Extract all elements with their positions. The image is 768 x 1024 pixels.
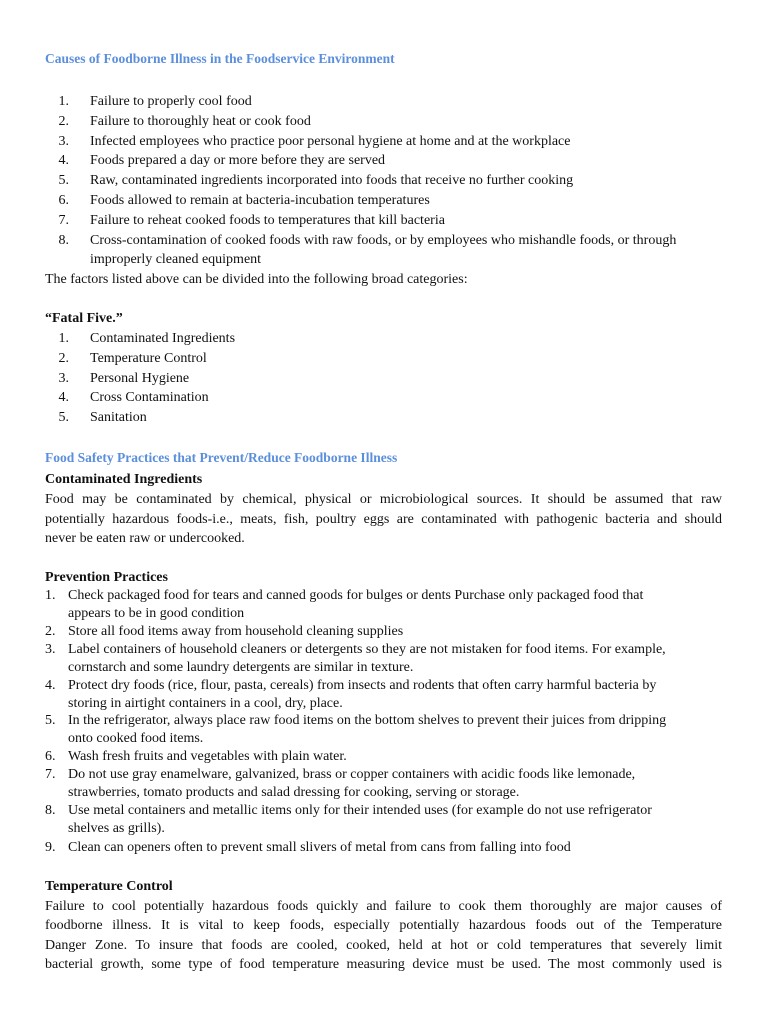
paragraph-line: Danger Zone. To insure that foods are cooled, cooked, held at hot or cold temperatures that severely limit: [45, 938, 722, 953]
paragraph-line: Food may be contaminated by chemical, physical or microbiological sources. It should be assumed that raw: [45, 492, 722, 507]
paragraph-line: foodborne illness. It is vital to keep foods, especially potentially hazardous foods out of the Temperature: [45, 918, 722, 933]
section-heading-causes: Causes of Foodborne Illness in the Foodservice Environment: [45, 51, 395, 66]
list-item-continuation: appears to be in good condition: [68, 606, 245, 621]
contaminated-ingredients-title: Contaminated Ingredients: [45, 472, 203, 487]
factors-paragraph: The factors listed above can be divided into the following broad categories:: [45, 272, 468, 287]
paragraph-line: potentially hazardous foods-i.e., meats, fish, poultry eggs are contaminated with pathogenic bacteria and should: [45, 512, 722, 527]
fatal-five-title: “Fatal Five.”: [45, 311, 123, 326]
list-item-continuation: strawberries, tomato products and salad dressing for cooking, serving or storage.: [68, 785, 520, 800]
list-item-continuation: improperly cleaned equipment: [90, 252, 262, 267]
document-page: Causes of Foodborne Illness in the Foodservice Environment 1. Failure to properly cool food 2. Failure to thoroughly heat or cook food 3. Infected employees who practice poor personal hygiene at home and at the workplace 4. Foods prepared a day or more before they are served 5. Raw, contaminated ingredients incorporated into foods that receive no further cooking 6. Foods allowed to remain at bacteria-incubation temperatures 7. Failure to reheat cooked foods to temperatures that kill bacteria 8. Cross-contamination of cooked foods with raw foods, or by employees who mishandle foods, or through improperly cleaned equipment The factors listed above can be divided into the following broad categories: “Fatal Five.” 1. Contaminated Ingredients 2. Temperature Control 3. Personal Hygiene 4. Cross Contamination 5. Sanitation Food Safety Practices that Prevent/Reduce Foodborne Illness Contaminated Ingredients Food may be contaminated by chemical, physical or microbiological sources. It should be assumed that raw potentially hazardous foods-i.e., meats, fish, poultry eggs are contaminated with pathogenic bacteria and should never be eaten raw or undercooked. Prevention Practices 1. Check packaged food for tears and canned goods for bulges or dents Purchase only packaged food that appears to be in good condition 2. Store all food items away from household cleaning supplies 3. Label containers of household cleaners or detergents so they are not mistaken for food items. For example, cornstarch and some laundry detergents are similar in texture. 4. Protect dry foods (rice, flour, pasta, cereals) from insects and rodents that often carry harmful bacteria by storing in airtight containers in a cool, dry, place. 5. In the refrigerator, always place raw food items on the bottom shelves to prevent their juices from dripping onto cooked food items. 6. Wash fresh fruits and vegetables with plain water. 7. Do not use gray enamelware, galvanized, brass or copper containers with acidic foods like lemonade, strawberries, tomato products and salad dressing for cooking, serving or storage. 8. Use metal containers and metallic items only for their intended uses (for example do not use refrigerator shelves as grills). 9. Clean can openers often to prevent small slivers of metal from cans from falling into food Temperature Control Failure to cool potentially hazardous foods quickly and failure to cook them thoroughly are major causes of foodborne illness. It is vital to keep foods, especially potentially hazardous foods out of the Temperature Danger Zone. To insure that foods are cooled, cooked, held at hot or cold temperatures that severely limit bacterial growth, some type of food temperature measuring device must be used. The most commonly used is: [45, 51, 722, 972]
list-item-continuation: storing in airtight containers in a cool, dry, place.: [68, 696, 343, 711]
list-item-continuation: cornstarch and some laundry detergents are similar in texture.: [68, 660, 414, 675]
paragraph-line: never be eaten raw or undercooked.: [45, 531, 245, 546]
prevention-practices-title: Prevention Practices: [45, 570, 168, 585]
paragraph-line: Failure to cool potentially hazardous foods quickly and failure to cook them thoroughly are major causes of: [45, 899, 722, 914]
temperature-control-title: Temperature Control: [45, 879, 173, 894]
paragraph-line: bacterial growth, some type of food temperature measuring device must be used. The most commonly used is: [45, 957, 722, 972]
list-item-continuation: onto cooked food items.: [68, 731, 204, 746]
section-heading-practices: Food Safety Practices that Prevent/Reduce Foodborne Illness: [45, 450, 398, 465]
list-item-continuation: shelves as grills).: [68, 821, 165, 836]
